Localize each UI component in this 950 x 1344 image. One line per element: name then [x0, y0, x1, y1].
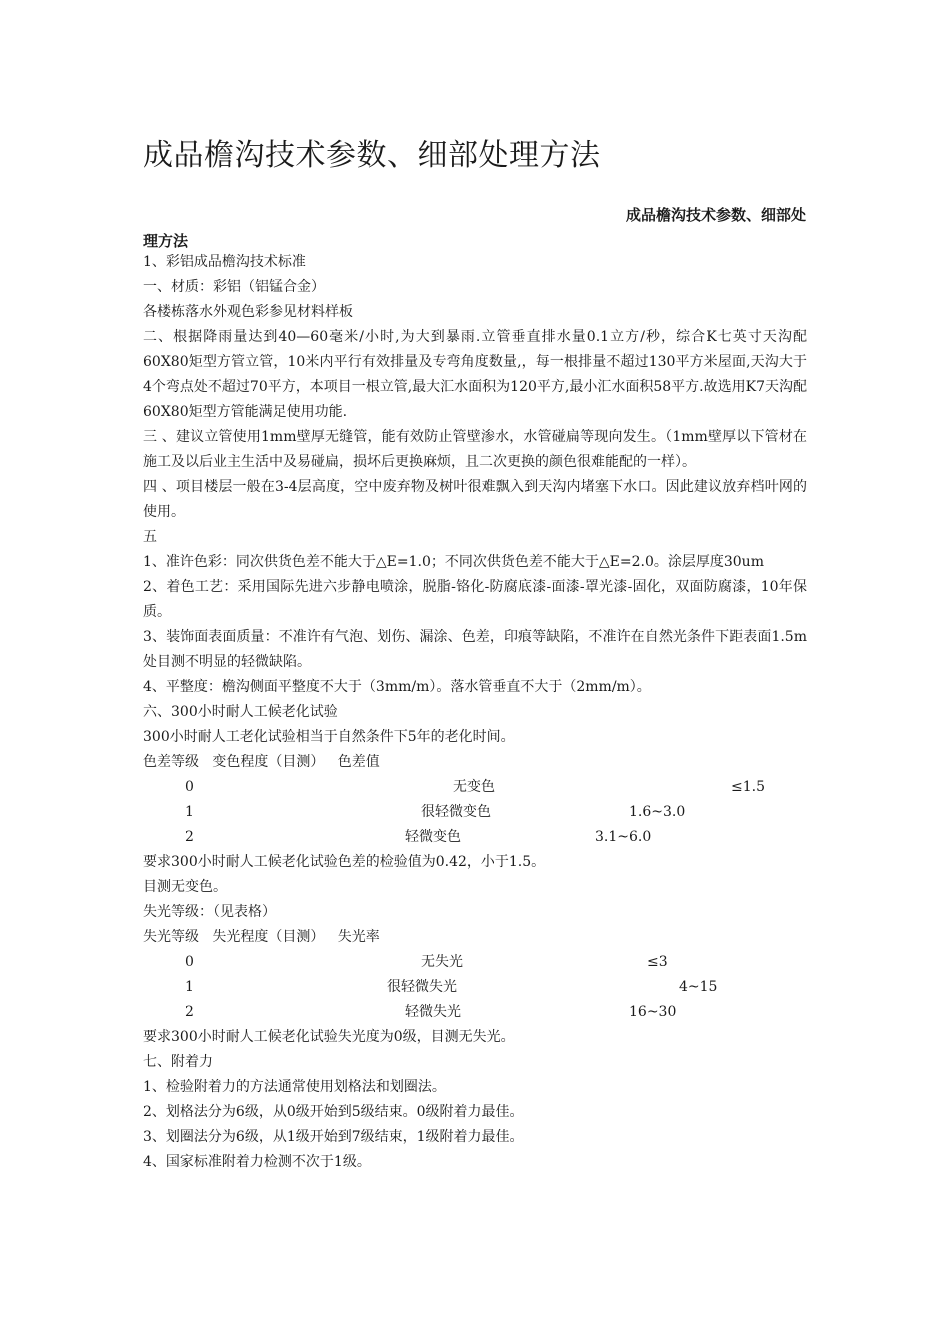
paragraph: 目测无变色。: [143, 879, 227, 895]
paragraph: 各楼栋落水外观色彩参见材料样板: [143, 304, 353, 320]
table-cell-grade: 2: [185, 1004, 194, 1020]
table-cell-value: 16~30: [629, 1004, 677, 1020]
table-cell-grade: 0: [185, 954, 194, 970]
table-cell-value: ≤1.5: [731, 779, 765, 795]
table-cell-grade: 1: [185, 979, 194, 995]
section-heading: 六、300小时耐人工候老化试验: [143, 704, 338, 720]
paragraph: 3、划圈法分为6级，从1级开始到7级结束，1级附着力最佳。: [143, 1129, 524, 1145]
paragraph: 300小时耐人工老化试验相当于自然条件下5年的老化时间。: [143, 729, 515, 745]
table-header: 色差等级 变色程度（目测） 色差值: [143, 754, 380, 770]
paragraph: 失光等级：（见表格）: [143, 904, 276, 920]
color-difference-table: [143, 750, 807, 850]
table-cell-degree: 轻微失光: [405, 1004, 461, 1020]
table-row: [143, 800, 807, 825]
paragraph: 二、根据降雨量达到40—60毫米/小时,为大到暴雨.立管垂直排水量0.1立方/秒，综合K七英寸天沟配60X80矩型方管立管，10米内平行有效排量及专弯角度数量,，每一根排量不超过130平方米屋面,天沟大于4个弯点处不超过70平方，本项目一根立管,最大汇水面积为120平方,最小汇水面积58平方.故选用K7天沟配60X80矩型方管能满足使用功能.: [143, 329, 807, 420]
section-heading: 1、彩铝成品檐沟技术标准: [143, 254, 306, 270]
paragraph: 3、装饰面表面质量：不准许有气泡、划伤、漏涂、色差，印痕等缺陷，不准许在自然光条件下距表面1.5m处目测不明显的轻微缺陷。: [143, 629, 807, 670]
table-cell-grade: 0: [185, 779, 194, 795]
table-row: [143, 950, 807, 975]
paragraph: 2、着色工艺：采用国际先进六步静电喷涂，脱脂-铬化-防腐底漆-面漆-罩光漆-固化，双面防腐漆，10年保质。: [143, 579, 807, 620]
paragraph: 一、材质：彩铝（铝锰合金）: [143, 279, 325, 295]
table-cell-value: 1.6~3.0: [629, 804, 686, 820]
paragraph: 四 、项目楼层一般在3-4层高度，空中废弃物及树叶很难飘入到天沟内堵塞下水口。因此建议放弃档叶网的使用。: [143, 479, 807, 520]
table-cell-degree: 无变色: [453, 779, 495, 795]
table-cell-degree: 无失光: [421, 954, 463, 970]
document-title: 成品檐沟技术参数、细部处理方法: [143, 138, 601, 173]
table-row: [143, 1000, 807, 1025]
paragraph: 4、国家标准附着力检测不次于1级。: [143, 1154, 371, 1170]
table-cell-degree: 轻微变色: [405, 829, 461, 845]
paragraph: 4、平整度：檐沟侧面平整度不大于（3mm/m）。落水管垂直不大于（2mm/m）。: [143, 679, 651, 695]
table-row: [143, 775, 807, 800]
gloss-loss-table: [143, 925, 807, 1025]
table-cell-value: 4~15: [679, 979, 718, 995]
table-header-row: [143, 750, 807, 775]
paragraph: 1、准许色彩：同次供货色差不能大于△E=1.0；不同次供货色差不能大于△E=2.0。涂层厚度30um: [143, 554, 764, 570]
table-cell-value: 3.1~6.0: [595, 829, 652, 845]
paragraph: 要求300小时耐人工候老化试验失光度为0级，目测无失光。: [143, 1029, 515, 1045]
table-header-row: [143, 925, 807, 950]
table-row: [143, 975, 807, 1000]
document-subtitle: [143, 202, 806, 254]
paragraph: 2、划格法分为6级，从0级开始到5级结束。0级附着力最佳。: [143, 1104, 524, 1120]
section-heading: 五: [143, 529, 157, 545]
table-cell-grade: 1: [185, 804, 194, 820]
table-cell-degree: 很轻微变色: [421, 804, 491, 820]
table-row: [143, 825, 807, 850]
subtitle-line-1: 成品檐沟技术参数、细部处: [625, 206, 806, 224]
table-cell-degree: 很轻微失光: [387, 979, 457, 995]
paragraph: 要求300小时耐人工候老化试验色差的检验值为0.42，小于1.5。: [143, 854, 546, 870]
subtitle-line-2: 理方法: [143, 232, 189, 250]
table-cell-grade: 2: [185, 829, 194, 845]
paragraph: 1、检验附着力的方法通常使用划格法和划圈法。: [143, 1079, 446, 1095]
paragraph: 三 、建议立管使用1mm壁厚无缝管，能有效防止管壁渗水，水管碰扁等现向发生。（1mm壁厚以下管材在施工及以后业主生活中及易碰扁，损坏后更换麻烦，且二次更换的颜色很难能配的一样）。: [143, 429, 807, 470]
table-header: 失光等级 失光程度（目测） 失光率: [143, 929, 380, 945]
section-heading: 七、附着力: [143, 1054, 213, 1070]
document-body: [143, 250, 807, 1175]
table-cell-value: ≤3: [647, 954, 668, 970]
